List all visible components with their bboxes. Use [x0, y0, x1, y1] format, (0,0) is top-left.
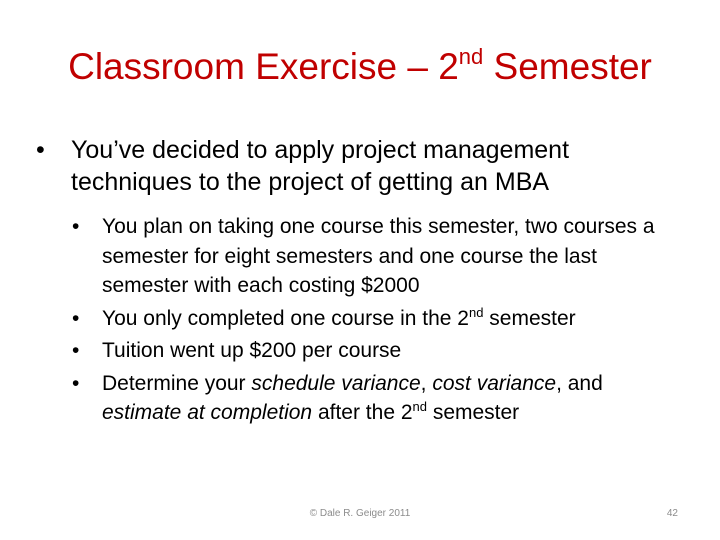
sub-bullet-text-part: after the 2 [312, 401, 413, 424]
sub-bullet [72, 304, 686, 334]
bullet-level1 [36, 134, 686, 198]
term-cost-variance: cost variance [432, 371, 557, 395]
sub-bullet [72, 212, 686, 301]
bullet-glyph: • [72, 339, 80, 362]
term-schedule-variance: schedule variance [251, 371, 421, 395]
sub-bullet-text-part: , and [556, 371, 603, 395]
sub-bullet-text: Tuition went up $200 per course [102, 339, 402, 362]
term-estimate-at-completion: estimate at completion [102, 401, 313, 424]
title-text-after: Semester [483, 46, 652, 87]
bullet-glyph: • [72, 371, 80, 395]
sub-bullet-text-after: semester [483, 306, 576, 330]
bullet-glyph: • [72, 215, 80, 238]
sub-bullet-superscript: nd [468, 304, 484, 320]
sub-bullet [72, 336, 686, 366]
sub-bullet [72, 369, 686, 428]
title-text-before: Classroom Exercise – 2 [68, 46, 459, 87]
bullet-text: You’ve decided to apply project management techniques to the project of getting an MBA [71, 136, 570, 196]
sub-bullet-text-before: You only completed one course in the 2 [102, 306, 469, 330]
footer-page-number: 42 [666, 508, 678, 519]
sub-bullet-text-part: Determine your [102, 371, 252, 395]
sub-bullet-text: You plan on taking one course this semester, two courses a semester for eight semesters and one course the last semester with each costing $2000 [102, 215, 655, 297]
slide-body [36, 134, 686, 431]
bullet-glyph: • [36, 136, 45, 164]
sub-bullet-list [72, 212, 686, 428]
sub-bullet-superscript: nd [412, 399, 427, 414]
bullet-glyph: • [72, 306, 80, 330]
sub-bullet-text-part: semester [426, 401, 520, 424]
sub-bullet-text-part: , [420, 371, 433, 395]
title-superscript: nd [458, 44, 484, 69]
footer-copyright: © Dale R. Geiger 2011 [309, 508, 411, 519]
slide-title [0, 42, 720, 92]
